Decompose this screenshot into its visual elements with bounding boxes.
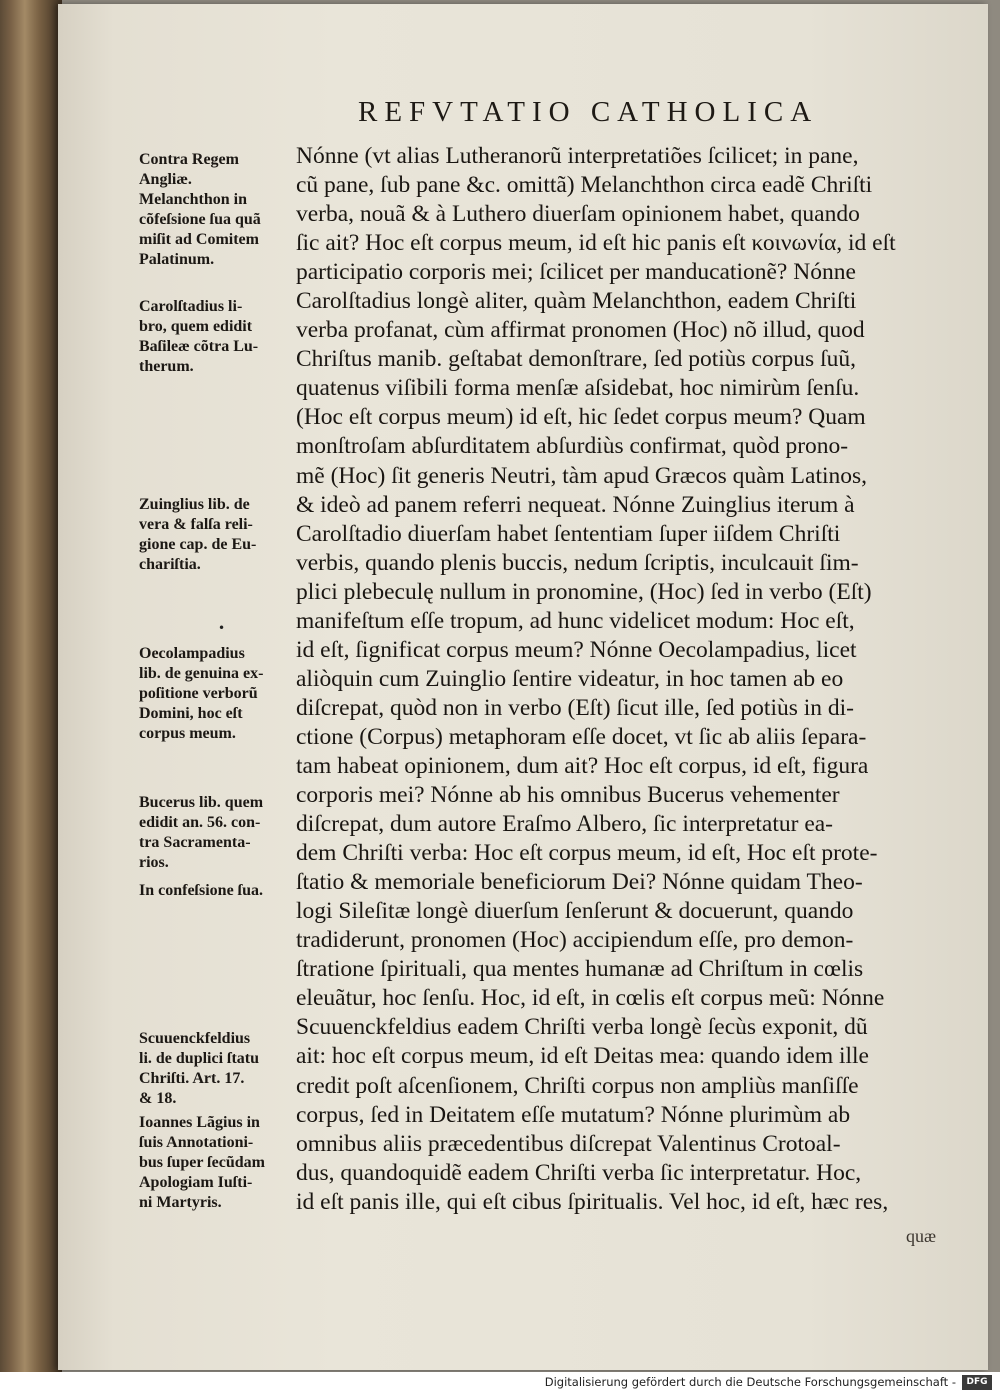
margin-ornament: • (218, 621, 226, 635)
margin-note-line: lib. de genuina ex- (139, 665, 264, 682)
body-line: Carolſtadius longè aliter, quàm Melanchthon, eadem Chriſti (296, 288, 857, 315)
body-line: participatio corporis mei; ſcilicet per manducationẽ? Nónne (296, 259, 856, 286)
body-line: Carolſtadio diuerſam habet ſententiam ſuper iiſdem Chriſti (296, 520, 841, 547)
body-line: verbis, quando plenis buccis, nedum ſcriptis, inculcauit ſim- (296, 549, 859, 576)
margin-note (139, 150, 289, 190)
margin-note-line: cõfeſsione ſua quã (139, 211, 261, 228)
margin-note-line: chariſtia. (139, 556, 201, 573)
margin-note-line: gione cap. de Eu- (139, 536, 257, 553)
body-line: & ideò ad panem referri nequeat. Nónne Zuinglius iterum à (296, 491, 855, 518)
body-line: credit poſt aſcenſionem, Chriſti corpus non ampliùs manſiſſe (296, 1072, 859, 1099)
margin-note-line: bro, quem edidit (139, 318, 253, 335)
body-line: verba profanat, cùm affirmat pronomen (Hoc) nõ illud, quod (296, 317, 865, 344)
body-line: cũ pane, ſub pane &c. omittã) Melanchthon circa eadẽ Chriſti (296, 172, 873, 199)
body-line: tam habeat opinionem, dum ait? Hoc eſt corpus, id eſt, figura (296, 752, 869, 779)
margin-note-line: vera & falſa reli- (139, 516, 253, 533)
body-line: dus, quandoquidẽ eadem Chriſti verba ſic interpretatur. Hoc, (296, 1159, 862, 1186)
body-line: plici plebeculę nullum in pronomine, (Hoc) ſed in verbo (Eſt) (296, 578, 872, 605)
margin-note (139, 793, 289, 873)
body-line: manifeſtum eſſe tropum, ad hunc videlicet modum: Hoc eſt, (296, 607, 855, 634)
book-edge (0, 0, 62, 1372)
margin-note-line: Carolſtadius li- (139, 298, 243, 315)
body-line: dem Chriſti verba: Hoc eſt corpus meum, id eſt, Hoc eſt prote- (296, 840, 878, 867)
body-line: ſtratione ſpirituali, qua mentes humanæ ad Chriſtum in cœlis (296, 956, 864, 983)
body-line: Chriſtus manib. geſtabat demonſtrare, ſed potiùs corpus ſuũ, (296, 346, 856, 373)
margin-note-line: Ioannes Lãgius in (139, 1114, 260, 1131)
body-line: corporis mei? Nónne ab his omnibus Bucerus vehementer (296, 782, 840, 809)
margin-note-line: ni Martyris. (139, 1194, 222, 1211)
margin-note-line: Contra Regem (139, 151, 239, 168)
margin-note-line: miſit ad Comitem (139, 231, 259, 248)
margin-note (139, 1113, 289, 1213)
margin-note-line: & 18. (139, 1090, 177, 1107)
body-line: quatenus viſibili forma menſæ aſsidebat, hoc nimirùm ſenſu. (296, 375, 860, 402)
footer-bar (0, 1372, 1000, 1395)
catchword: quæ (906, 1226, 937, 1246)
margin-note-line: poſitione verborũ (139, 685, 258, 702)
margin-note-line: corpus meum. (139, 725, 236, 742)
body-line: ſtatio & memoriale beneficiorum Dei? Nónne quidam Theo- (296, 869, 863, 896)
margin-note (139, 190, 289, 270)
margin-note (139, 881, 289, 901)
margin-note-line: li. de duplici ſtatu (139, 1050, 260, 1067)
margin-note (139, 644, 289, 744)
body-line: diſcrepat, quòd non in verbo (Eſt) ſicut ille, ſed potiùs in di- (296, 694, 855, 721)
body-line: ctione (Corpus) metaphoram eſſe docet, vt ſic ab aliis ſepara- (296, 723, 867, 750)
margin-note-line: therum. (139, 358, 194, 375)
body-line: id eſt, ſignificat corpus meum? Nónne Oecolampadius, licet (296, 636, 857, 663)
body-line: logi Sileſitæ longè diuerſum ſenſerunt & docuerunt, quando (296, 898, 854, 925)
body-line: ait: hoc eſt corpus meum, id eſt Deitas mea: quando idem ille (296, 1043, 869, 1070)
body-line: (Hoc eſt corpus meum) id eſt, hic ſedet corpus meum? Quam (296, 404, 866, 431)
margin-note-line: bus ſuper ſecũdam (139, 1154, 265, 1171)
body-line: ſic ait? Hoc eſt corpus meum, id eſt hic panis eſt κοινωνία, id eſt (296, 230, 896, 257)
body-line: corpus, ſed in Deitatem eſſe mutatum? Nónne plurimùm ab (296, 1101, 851, 1128)
running-head: REFVTATIO CATHOLICA (358, 96, 819, 128)
margin-note-line: rios. (139, 854, 169, 871)
margin-note-line: ſuis Annotationi- (139, 1134, 254, 1151)
margin-note-line: Baſileæ cõtra Lu- (139, 338, 259, 355)
margin-note (139, 297, 289, 377)
dfg-logo: DFG (962, 1375, 992, 1390)
margin-note-line: edidit an. 56. con- (139, 814, 261, 831)
body-line: tradiderunt, pronomen (Hoc) accipiendum eſſe, pro demon- (296, 927, 854, 954)
margin-note-line: Palatinum. (139, 251, 215, 268)
footer-text: Digitalisierung gefördert durch die Deutsche Forschungsgemeinschaft - (544, 1375, 956, 1389)
body-line: Nónne (vt alias Lutheranorũ interpretatiões ſcilicet; in pane, (296, 143, 859, 169)
margin-note-line: Apologiam Iuſti- (139, 1174, 253, 1191)
margin-note-line: Angliæ. (139, 171, 192, 188)
margin-note-line: Domini, hoc eſt (139, 705, 243, 722)
margin-note-line: Melanchthon in (139, 191, 248, 208)
margin-note-line: In confeſsione ſua. (139, 882, 264, 899)
body-line: aliòquin cum Zuinglio ſentire videatur, in hoc tamen ab eo (296, 665, 844, 692)
body-line: omnibus aliis præcedentibus diſcrepat Valentinus Crotoal- (296, 1130, 841, 1157)
margin-note-line: Bucerus lib. quem (139, 794, 264, 811)
body-line: eleuãtur, hoc ſenſu. Hoc, id eſt, in cœlis eſt corpus meũ: Nónne (296, 985, 885, 1012)
body-line: monſtroſam abſurditatem abſurdiùs confirmat, quòd prono- (296, 433, 849, 460)
body-line: diſcrepat, dum autore Eraſmo Albero, ſic interpretatur ea- (296, 811, 834, 838)
body-line: id eſt panis ille, qui eſt cibus ſpiritualis. Vel hoc, id eſt, hæc res, (296, 1188, 889, 1215)
margin-note-line: Chriſti. Art. 17. (139, 1070, 245, 1087)
margin-note-line: Zuinglius lib. de (139, 496, 250, 513)
margin-note-line: tra Sacramenta- (139, 834, 251, 851)
body-line: verba, nouã & à Luthero diuerſam opinionem habet, quando (296, 201, 860, 228)
margin-note (139, 495, 289, 575)
body-text (296, 142, 956, 1217)
margin-note-line: Oecolampadius (139, 645, 245, 662)
margin-note (139, 1029, 289, 1109)
margin-note-line: Scuuenckfeldius (139, 1030, 251, 1047)
body-line: Scuuenckfeldius eadem Chriſti verba longè ſecùs exponit, dũ (296, 1014, 868, 1041)
body-line: mẽ (Hoc) ſit generis Neutri, tàm apud Græcos quàm Latinos, (296, 462, 868, 489)
